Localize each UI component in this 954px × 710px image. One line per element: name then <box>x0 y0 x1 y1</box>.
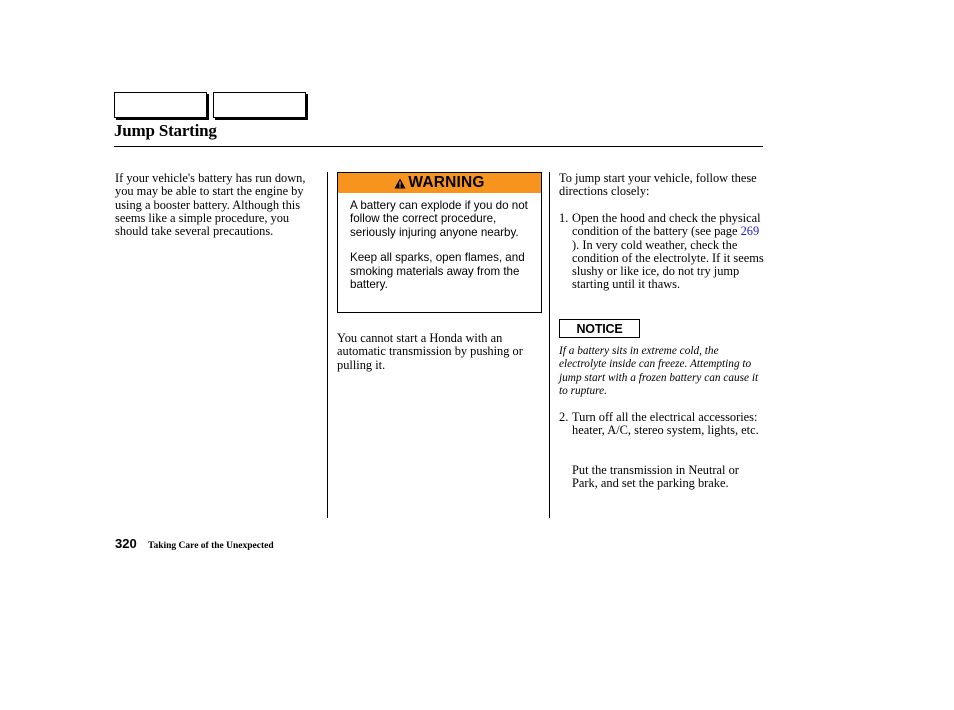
notice-text: If a battery sits in extreme cold, the electrolyte inside can freeze. Attempting to jump start with a frozen battery can cause it to rupture. <box>559 345 759 397</box>
notice-badge <box>559 319 640 338</box>
warning-triangle-icon <box>394 178 406 189</box>
warning-header <box>338 173 541 193</box>
step-text: Turn off all the electrical accessories: heater, A/C, stereo system, lights, etc. <box>572 410 759 438</box>
step-number: 2. <box>559 410 569 424</box>
step-2-continued: Put the transmission in Neutral or Park, and set the parking brake. <box>572 463 739 491</box>
nav-button-next[interactable] <box>213 92 306 118</box>
column-divider <box>327 172 328 518</box>
step-1 <box>559 211 764 292</box>
step-number: 1. <box>559 211 569 225</box>
transmission-note: You cannot start a Honda with an automatic transmission by pushing or pulling it. <box>337 331 523 372</box>
warning-label: WARNING <box>408 174 485 191</box>
warning-text: A battery can explode if you do not follow the correct procedure, seriously injuring anyone nearby. <box>350 199 528 239</box>
page-number: 320 <box>115 536 137 551</box>
step-text: ). In very cold weather, check the condition of the electrolyte. If it seems slushy or like ice, do not try jump starting until it thaws. <box>572 237 764 292</box>
nav-button-previous[interactable] <box>114 92 207 118</box>
page-title: Jump Starting <box>114 121 217 140</box>
warning-text: Keep all sparks, open flames, and smoking materials away from the battery. <box>350 251 525 292</box>
notice-label: NOTICE <box>576 321 623 336</box>
step-text: Open the hood and check the physical condition of the battery (see page <box>572 211 761 239</box>
column-divider <box>549 172 550 518</box>
warning-box <box>337 172 542 313</box>
title-divider <box>114 146 763 147</box>
intro-paragraph: If your vehicle's battery has run down, you may be able to start the engine by using a booster battery. Although this seems like a simple procedure, you should take several precautions. <box>115 171 306 239</box>
step-2 <box>559 410 764 438</box>
directions-intro: To jump start your vehicle, follow these directions closely: <box>559 171 757 199</box>
page-reference-link[interactable]: 269 <box>740 224 760 239</box>
section-name: Taking Care of the Unexpected <box>148 541 274 551</box>
